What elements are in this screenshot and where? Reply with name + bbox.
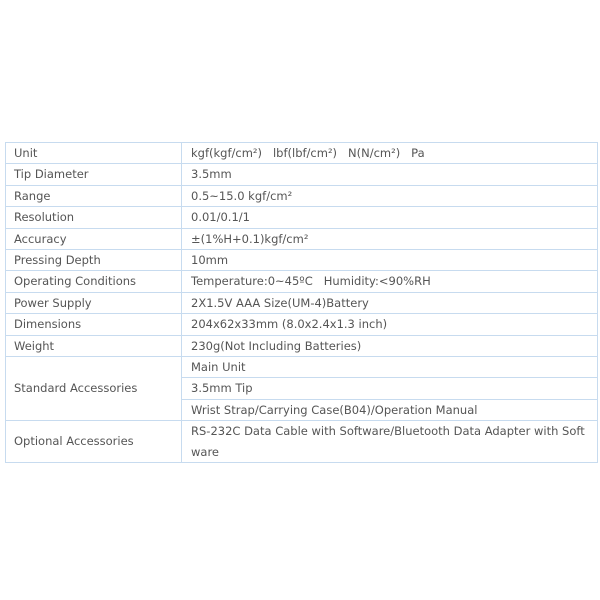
- spec-label-accuracy: Accuracy: [6, 228, 182, 249]
- spec-value-tip-diameter: 3.5mm: [182, 164, 598, 185]
- table-row: [6, 421, 598, 463]
- spec-value-weight: 230g(Not Including Batteries): [182, 335, 598, 356]
- spec-label-weight: Weight: [6, 335, 182, 356]
- spec-value-accuracy: ±(1%H+0.1)kgf/cm²: [182, 228, 598, 249]
- table-row: [6, 164, 598, 185]
- spec-value-dimensions: 204x62x33mm (8.0x2.4x1.3 inch): [182, 314, 598, 335]
- spec-value-power-supply: 2X1.5V AAA Size(UM-4)Battery: [182, 292, 598, 313]
- table-row: [6, 314, 598, 335]
- spec-label-range: Range: [6, 185, 182, 206]
- spec-value-standard-accessory: 3.5mm Tip: [182, 378, 598, 399]
- spec-value-operating-conditions: Temperature:0~45ºC Humidity:<90%RH: [182, 271, 598, 292]
- spec-value-standard-accessory: Main Unit: [182, 357, 598, 378]
- table-row: [6, 143, 598, 164]
- spec-label-power-supply: Power Supply: [6, 292, 182, 313]
- spec-value-optional-accessories: RS-232C Data Cable with Software/Bluetooth Data Adapter with Software: [182, 421, 598, 463]
- table-row: [6, 292, 598, 313]
- spec-label-dimensions: Dimensions: [6, 314, 182, 335]
- spec-label-optional-accessories: Optional Accessories: [6, 421, 182, 463]
- spec-value-pressing-depth: 10mm: [182, 250, 598, 271]
- spec-label-pressing-depth: Pressing Depth: [6, 250, 182, 271]
- spec-value-range: 0.5~15.0 kgf/cm²: [182, 185, 598, 206]
- specifications-table: [5, 142, 598, 463]
- spec-label-unit: Unit: [6, 143, 182, 164]
- spec-label-standard-accessories: Standard Accessories: [6, 357, 182, 421]
- spec-label-operating-conditions: Operating Conditions: [6, 271, 182, 292]
- table-row: [6, 185, 598, 206]
- spec-value-unit: kgf(kgf/cm²) lbf(lbf/cm²) N(N/cm²) Pa: [182, 143, 598, 164]
- spec-label-tip-diameter: Tip Diameter: [6, 164, 182, 185]
- table-row: [6, 250, 598, 271]
- table-row: [6, 228, 598, 249]
- table-row: [6, 357, 598, 378]
- spec-value-resolution: 0.01/0.1/1: [182, 207, 598, 228]
- spec-label-resolution: Resolution: [6, 207, 182, 228]
- table-row: [6, 335, 598, 356]
- table-row: [6, 271, 598, 292]
- table-row: [6, 207, 598, 228]
- spec-value-standard-accessory: Wrist Strap/Carrying Case(B04)/Operation Manual: [182, 399, 598, 420]
